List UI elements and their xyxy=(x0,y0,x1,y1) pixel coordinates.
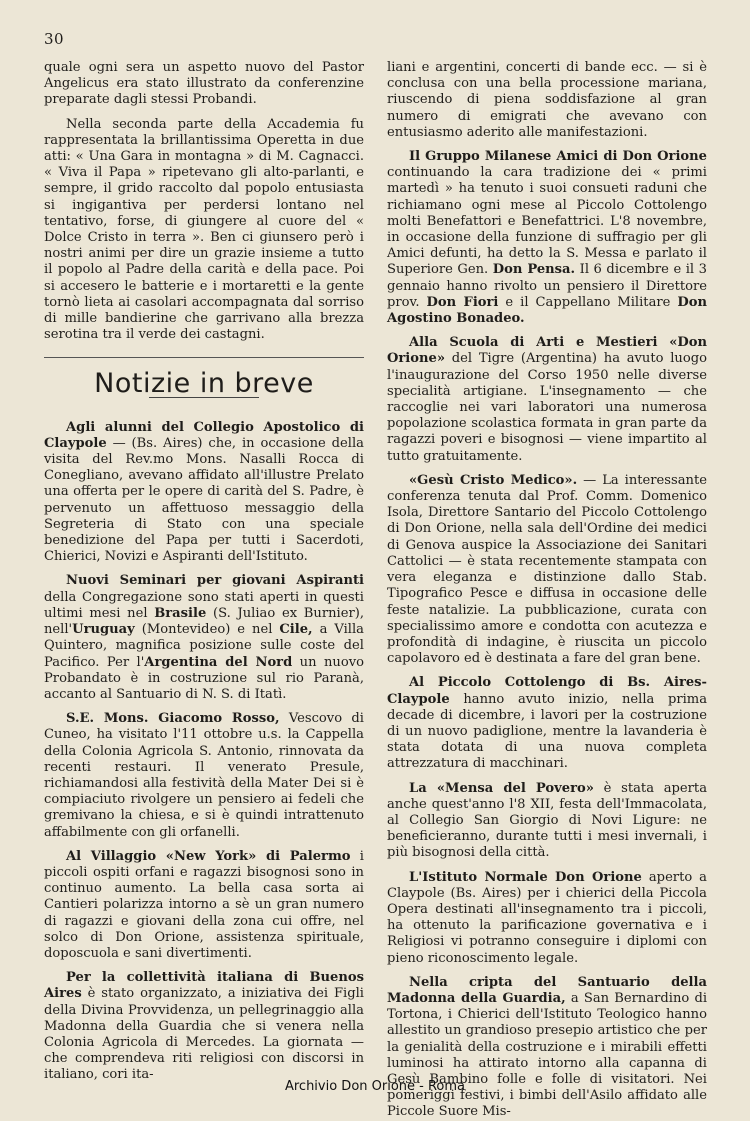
news-item: S.E. Mons. Giacomo Rosso, Vescovo di Cuneo, ha visitato l'11 ottobre u.s. la Cappella della Colonia Agricola S. Antonio, rinnovata da recenti restauri. Il venerato Presule, richiamandosi alla festività della Mater Dei si è compiaciuto rivolgere un pensiero ai fedeli che gremivano la chiesa, e si è quindi intrattenuto affabilmente con gli orfanelli. xyxy=(44,711,364,840)
right-column xyxy=(387,60,707,1121)
section-divider xyxy=(44,357,364,358)
news-item-lead: Al Piccolo Cottolengo di Bs. Aires-Claypole xyxy=(387,675,707,707)
news-item-lead: Per la collettività italiana di Buenos Aires xyxy=(44,970,364,1002)
news-item: Al Piccolo Cottolengo di Bs. Aires-Claypole hanno avuto inizio, nella prima decade di dicembre, i lavori per la costruzione di un nuovo padiglione, mentre la lavanderia è stata dotata di una nuova completa attrezzatura di macchinari. xyxy=(387,675,707,772)
news-item: Per la collettività italiana di Buenos Aires è stato organizzato, a iniziativa dei Figli della Divina Provvidenza, un pellegrinaggio alla Madonna della Guardia che si venera nella Colonia Agricola di Mercedes. La giornata — che comprendeva riti religiosi con discorsi in italiano, cori ita- xyxy=(44,970,364,1083)
news-item-lead: Nuovi Seminari per giovani Aspiranti xyxy=(66,573,364,589)
left-column xyxy=(44,60,364,1084)
news-item-continuation: liani e argentini, concerti di bande ecc. — si è conclusa con una bella processione mariana, riuscendo di piena soddisfazione al gran numero di emigrati che avevano con entusiasmo aderito alle manifestazioni. xyxy=(387,60,707,140)
news-item: Alla Scuola di Arti e Mestieri «Don Orione» del Tigre (Argentina) ha avuto luogo l'inaugurazione del Corso 1950 nelle diverse specialità artigiane. L'insegnamento — che raccoglie nei vari laboratori una numerosa popolazione scolastica formata in gran parte da ragazzi poveri e bisognosi — viene impartito al tutto gratuitamente. xyxy=(387,335,707,464)
news-item-lead: Il Gruppo Milanese Amici di Don Orione xyxy=(409,149,707,165)
news-item: Nella cripta del Santuario della Madonna della Guardia, a San Bernardino di Tortona, i Chierici dell'Istituto Teologico hanno allestito un grandioso presepio artistico che per la genialità della costruzione e i mirabili effetti luminosi ha attirato intorno alla capanna di Gesù Bambino folle e folle di visitatori. Nei pomeriggi festivi, i bimbi dell'Asilo affidato alle Piccole Suore Mis- xyxy=(387,974,708,1120)
news-item: La «Mensa del Povero» è stata aperta anche quest'anno l'8 XII, festa dell'Immacolata, al Collegio San Giorgio di Novi Ligure: ne beneficieranno, durante tutti i mesi invernali, i più bisognosi della città. xyxy=(387,780,707,861)
news-item-lead: Alla Scuola di Arti e Mestieri «Don Orione» xyxy=(387,335,707,367)
article-continuation: quale ogni sera un aspetto nuovo del Pastor Angelicus era stato illustrato da conferenzine preparate dagli stessi Probandi. xyxy=(44,60,364,108)
section-title: Notizie in breve xyxy=(94,368,314,400)
news-item-lead: Agli alunni del Collegio Apostolico di Claypole xyxy=(44,419,364,451)
article-paragraph: Nella seconda parte della Accademia fu rappresentata la brillantissima Operetta in due atti: « Una Gara in montagna » di M. Cagnacci. « Viva il Papa » ripetevano gli alto-parlanti, e sempre, il grido raccolto dal popolo entusiasta si ingigantiva per perdersi lontano nel tentativo, forse, di giungere al cuore del « Dolce Cristo in terra ». Ben ci giunsero però i nostri animi per dire un grazie insieme a tutto il popolo al Padre della carità e della pace. Poi si accesero le batterie e i mortaretti e la gente tornò lieta ai casolari accompagnata dal sorriso di mille bandierine che garrivano alla brezza serotina tra il verde dei castagni. xyxy=(44,116,364,343)
archive-footer: Archivio Don Orione - Roma xyxy=(284,1079,466,1094)
news-item-lead: La «Mensa del Povero» xyxy=(409,780,594,796)
news-item: Il Gruppo Milanese Amici di Don Orione continuando la cara tradizione dei « primi martedì » ha tenuto i suoi consueti raduni che richiamano ogni mese al Piccolo Cottolengo molti Benefattori e Benefattrici. L'8 novembre, in occasione della funzione di suffragio per gli Amici defunti, ha detto la S. Messa e parlato il Superiore Gen. Don Pensa. Il 6 dicembre e il 3 gennaio hanno rivolto un pensiero il Direttore prov. Don Fiori e il Cappellano Militare Don Agostino Bonadeo. xyxy=(387,149,707,327)
news-item-lead: Al Villaggio «New York» di Palermo xyxy=(66,848,351,864)
news-item: Agli alunni del Collegio Apostolico di Claypole — (Bs. Aires) che, in occasione della visita del Rev.mo Mons. Nasalli Rocca di Conegliano, avevano affidato all'illustre Prelato una offerta per le opere di carità del S. Padre, è pervenuto un affettuoso messaggio della Segreteria di Stato con una speciale benedizione del Papa per tutti i Sacerdoti, Chierici, Novizi e Aspiranti dell'Istituto. xyxy=(44,419,364,565)
news-item: L'Istituto Normale Don Orione aperto a Claypole (Bs. Aires) per i chierici della Piccola Opera destinati all'insegnamento tra i piccoli, ha ottenuto la parificazione governativa e i Religiosi vi potranno conseguire i diplomi con pieno riconoscimento legale. xyxy=(387,869,707,966)
news-item-lead: L'Istituto Normale Don Orione xyxy=(409,869,642,885)
news-item-lead: Nella cripta del Santuario della Madonna della Guardia, xyxy=(387,974,707,1006)
news-item: «Gesù Cristo Medico». — La interessante conferenza tenuta dal Prof. Comm. Domenico Isola, Direttore Santario del Piccolo Cottolengo di Don Orione, nella sala dell'Ordine dei medici di Genova auspice la Associazione dei Sanitari Cattolici — è stata recentemente stampata con vera eleganza e distinzione dallo Stab. Tipografico Pesce e diffusa in occasione delle feste natalizie. La pubblicazione, curata con specialissimo amore e condotta con acutezza e profondità di indagine, è riuscita un piccolo capolavoro ed è destinata a fare del gran bene. xyxy=(387,472,707,667)
news-item: Al Villaggio «New York» di Palermo i piccoli ospiti orfani e ragazzi bisognosi sono in continuo aumento. La bella casa sorta ai Cantieri polarizza intorno a sè un gran numero di ragazzi e giovani della zona cui offre, nel solco di Don Orione, assistenza spirituale, doposcuola e sani divertimenti. xyxy=(44,848,364,961)
news-item-lead: S.E. Mons. Giacomo Rosso, xyxy=(66,711,280,727)
news-item: Nuovi Seminari per giovani Aspiranti della Congregazione sono stati aperti in questi ultimi mesi nel Brasile (S. Juliao ex Burnier), nell'Uruguay (Montevideo) e nel Cile, a Villa Quintero, magnifica posizione sulle coste del Pacifico. Per l'Argentina del Nord un nuovo Probandato è in costruzione sul rio Paranà, accanto al Santuario di N. S. di Itatì. xyxy=(44,573,364,702)
page-number: 30 xyxy=(44,30,65,48)
news-item-lead: «Gesù Cristo Medico». xyxy=(409,472,578,488)
